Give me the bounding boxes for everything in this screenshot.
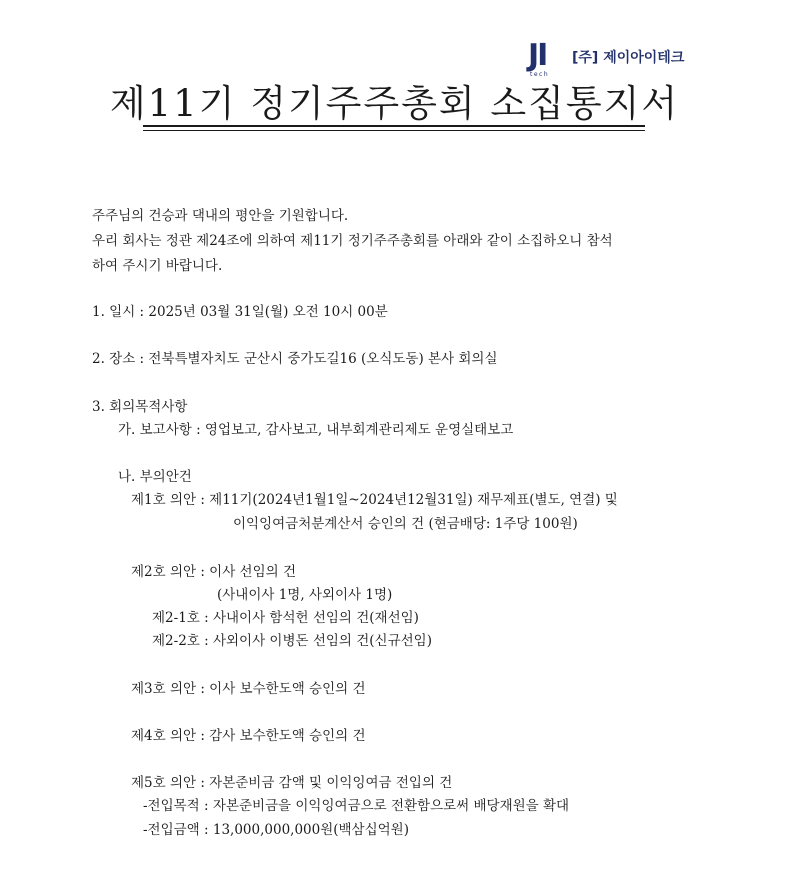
report-items: 가. 보고사항 : 영업보고, 감사보고, 내부회계관리제도 운영실태보고 (118, 422, 514, 438)
agenda-item-2-line-2: (사내이사 1명, 사외이사 1명) (217, 587, 393, 603)
meeting-place: 2. 장소 : 전북특별자치도 군산시 중가도길16 (오식도동) 본사 회의실 (92, 351, 498, 367)
company-logo (528, 38, 685, 78)
agenda-item-1-line-2: 이익잉여금처분계산서 승인의 건 (현금배당: 1주당 100원) (233, 516, 578, 532)
agenda-heading: 3. 회의목적사항 (92, 399, 188, 415)
meeting-datetime: 1. 일시 : 2025년 03월 31일(월) 오전 10시 00분 (92, 304, 388, 320)
agenda-item-1-line-1: 제1호 의안 : 제11기(2024년1월1일~2024년12월31일) 재무제표(별도, 연결) 및 (131, 492, 618, 508)
agenda-item-2-2: 제2-2호 : 사외이사 이병돈 선임의 건(신규선임) (152, 633, 432, 649)
logo-mark (528, 38, 566, 78)
agenda-item-5-amount: -전입금액 : 13,000,000,000원(백삼십억원) (143, 822, 409, 838)
agenda-item-3: 제3호 의안 : 이사 보수한도액 승인의 건 (131, 681, 366, 697)
greeting-line-3: 하여 주시기 바랍니다. (92, 258, 223, 274)
greeting-line-2: 우리 회사는 정관 제24조에 의하여 제11기 정기주주총회를 아래와 같이 소집하오니 참석 (92, 233, 613, 249)
company-name: [주] 제이아이테크 (572, 50, 685, 66)
document-title: 제11기 정기주주총회 소집통지서 (109, 82, 680, 125)
greeting-line-1: 주주님의 건승과 댁내의 평안을 기원합니다. (92, 208, 349, 224)
title-underline (143, 125, 645, 131)
agenda-item-2-line-1: 제2호 의안 : 이사 선임의 건 (131, 564, 297, 580)
agenda-item-5: 제5호 의안 : 자본준비금 감액 및 이익잉여금 전입의 건 (131, 775, 453, 791)
agenda-item-4: 제4호 의안 : 감사 보수한도액 승인의 건 (131, 728, 366, 744)
logo-tech-text: tech (530, 71, 550, 78)
agenda-item-5-purpose: -전입목적 : 자본준비금을 이익잉여금으로 전환함으로써 배당재원을 확대 (143, 798, 570, 814)
logo-letters: JI (528, 38, 547, 73)
agenda-item-2-1: 제2-1호 : 사내이사 함석헌 선임의 건(재선임) (152, 610, 419, 626)
resolutions-heading: 나. 부의안건 (118, 469, 192, 485)
